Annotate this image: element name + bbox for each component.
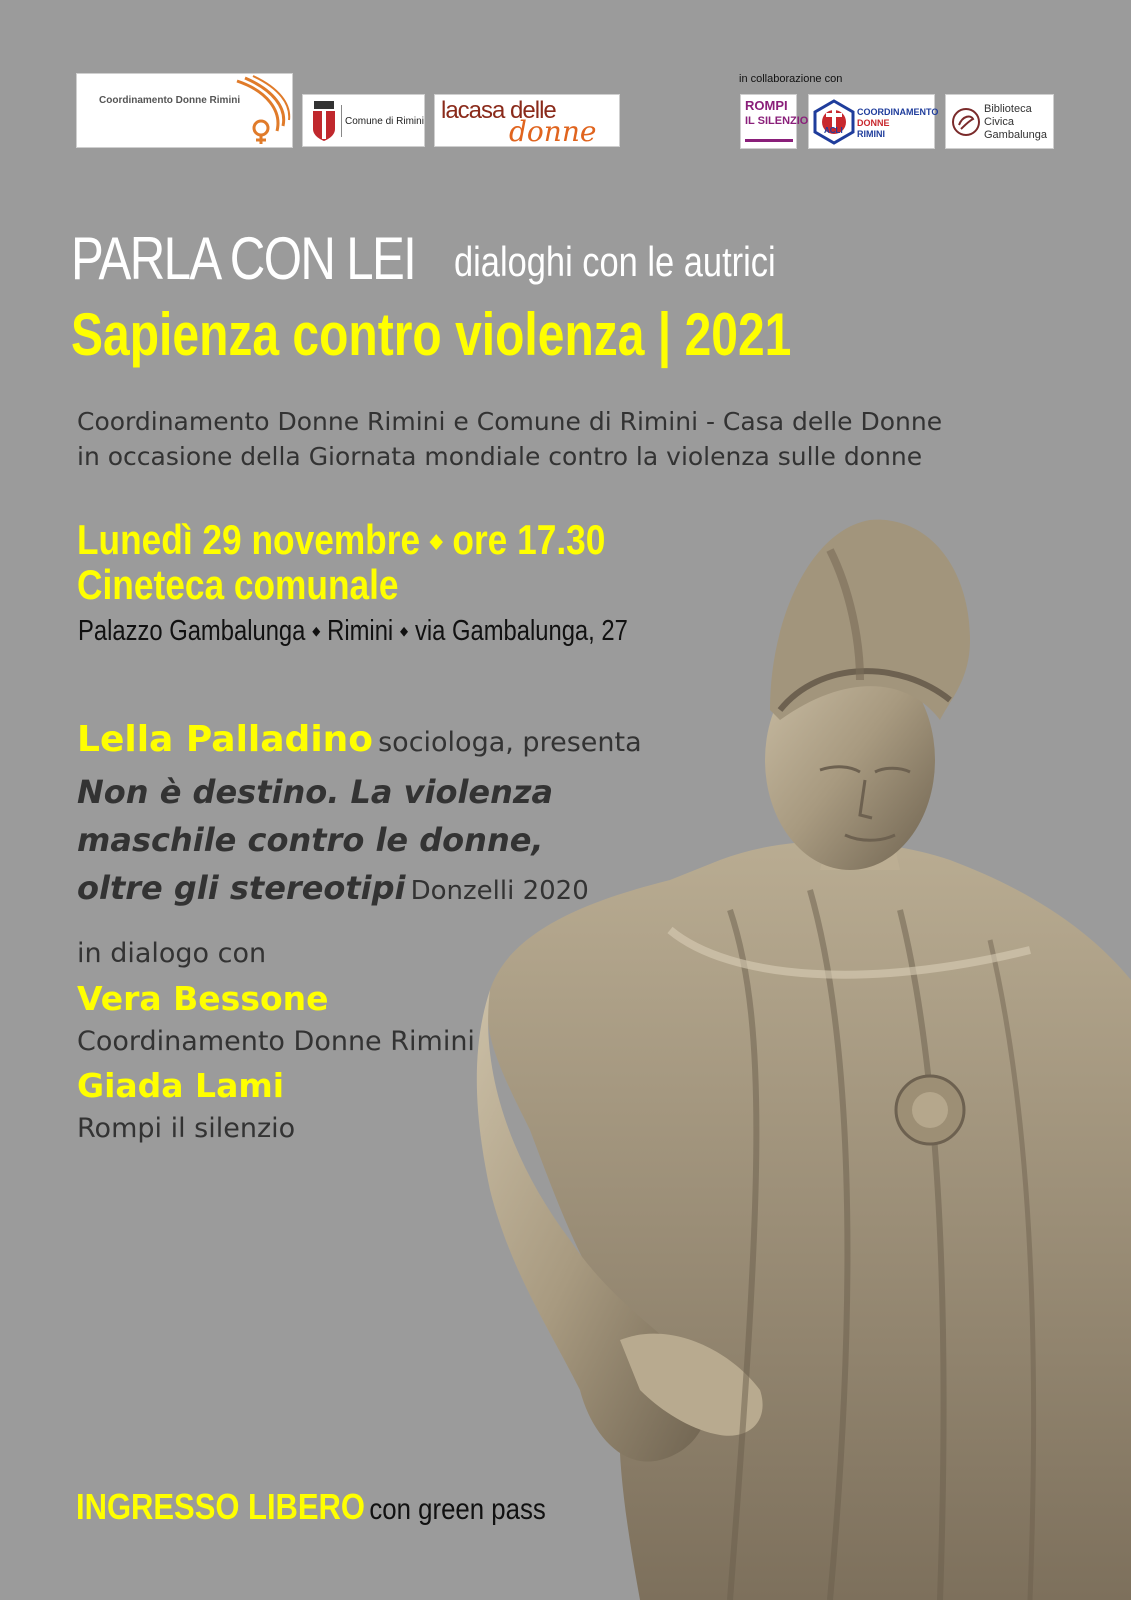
coordinamento-logo-text: Coordinamento Donne Rimini (99, 95, 241, 106)
guest1-name: Vera Bessone (77, 979, 329, 1018)
acli-logo-line1: COORDINAMENTO (857, 107, 939, 117)
coordinamento-donne-logo (76, 73, 293, 148)
casa-logo-text-script: donne (509, 115, 597, 148)
biblioteca-gambalunga-logo (945, 94, 1054, 149)
free-entry-label: INGRESSO LIBERO (76, 1486, 366, 1527)
green-pass-note: con green pass (369, 1493, 546, 1526)
event-date-time: Lunedì 29 novembre ⬩ ore 17.30 (77, 516, 606, 563)
acli-logo-line3: RIMINI (857, 129, 885, 139)
organizers-line: Coordinamento Donne Rimini e Comune di Rimini - Casa delle Donne (77, 407, 943, 436)
casa-delle-donne-logo (434, 94, 620, 147)
edition-title: Sapienza contro violenza | 2021 (71, 301, 792, 368)
biblioteca-emblem-icon (951, 107, 981, 137)
biblioteca-logo-line2: Civica (984, 116, 1014, 128)
event-address: Palazzo Gambalunga ⬩ Rimini ⬩ via Gambalunga, 27 (78, 615, 628, 647)
comune-di-rimini-logo (302, 94, 425, 147)
series-subtitle: dialoghi con le autrici (454, 238, 776, 285)
biblioteca-logo-line3: Gambalunga (984, 129, 1047, 141)
athena-statue-image (470, 510, 1131, 1600)
book-title-line1: Non è destino. La violenza (77, 773, 554, 811)
rompi-logo-text-bottom: IL SILENZIO (745, 115, 809, 127)
speaker-name: Lella Palladino (77, 719, 374, 760)
acli-badge-text: ACLI (824, 126, 843, 135)
speaker-line (77, 719, 642, 760)
rimini-crest-icon (311, 101, 337, 141)
rompi-logo-text-top: ROMPI (745, 98, 788, 113)
dialogue-label: in dialogo con (77, 938, 267, 969)
guest2-name: Giada Lami (77, 1066, 285, 1105)
series-title: PARLA CON LEI (71, 225, 416, 292)
occasion-line: in occasione della Giornata mondiale contro la violenza sulle donne (77, 442, 923, 471)
acli-coordinamento-logo (808, 94, 939, 149)
book-title-line3: oltre gli stereotipi (77, 869, 406, 907)
book-publisher: Donzelli 2020 (410, 876, 589, 906)
acli-logo-line2: DONNE (857, 118, 890, 128)
biblioteca-logo-line1: Biblioteca (984, 103, 1032, 115)
entry-info (76, 1486, 546, 1528)
event-venue: Cineteca comunale (77, 561, 399, 608)
casa-logo-text-top: lacasa delle (441, 97, 556, 124)
comune-logo-text: Comune di Rimini (345, 116, 424, 127)
guest1-organization: Coordinamento Donne Rimini (77, 1026, 475, 1057)
rompi-il-silenzio-logo (740, 94, 809, 149)
book-title-line3-row (77, 864, 589, 912)
collaboration-label: in collaborazione con (739, 73, 843, 85)
speaker-role: sociologa, presenta (378, 727, 642, 758)
guest2-organization: Rompi il silenzio (77, 1113, 296, 1144)
coordinamento-swoosh-icon (227, 76, 291, 146)
book-title-line2: maschile contro le donne, (77, 821, 544, 859)
acli-emblem-icon (813, 100, 855, 144)
